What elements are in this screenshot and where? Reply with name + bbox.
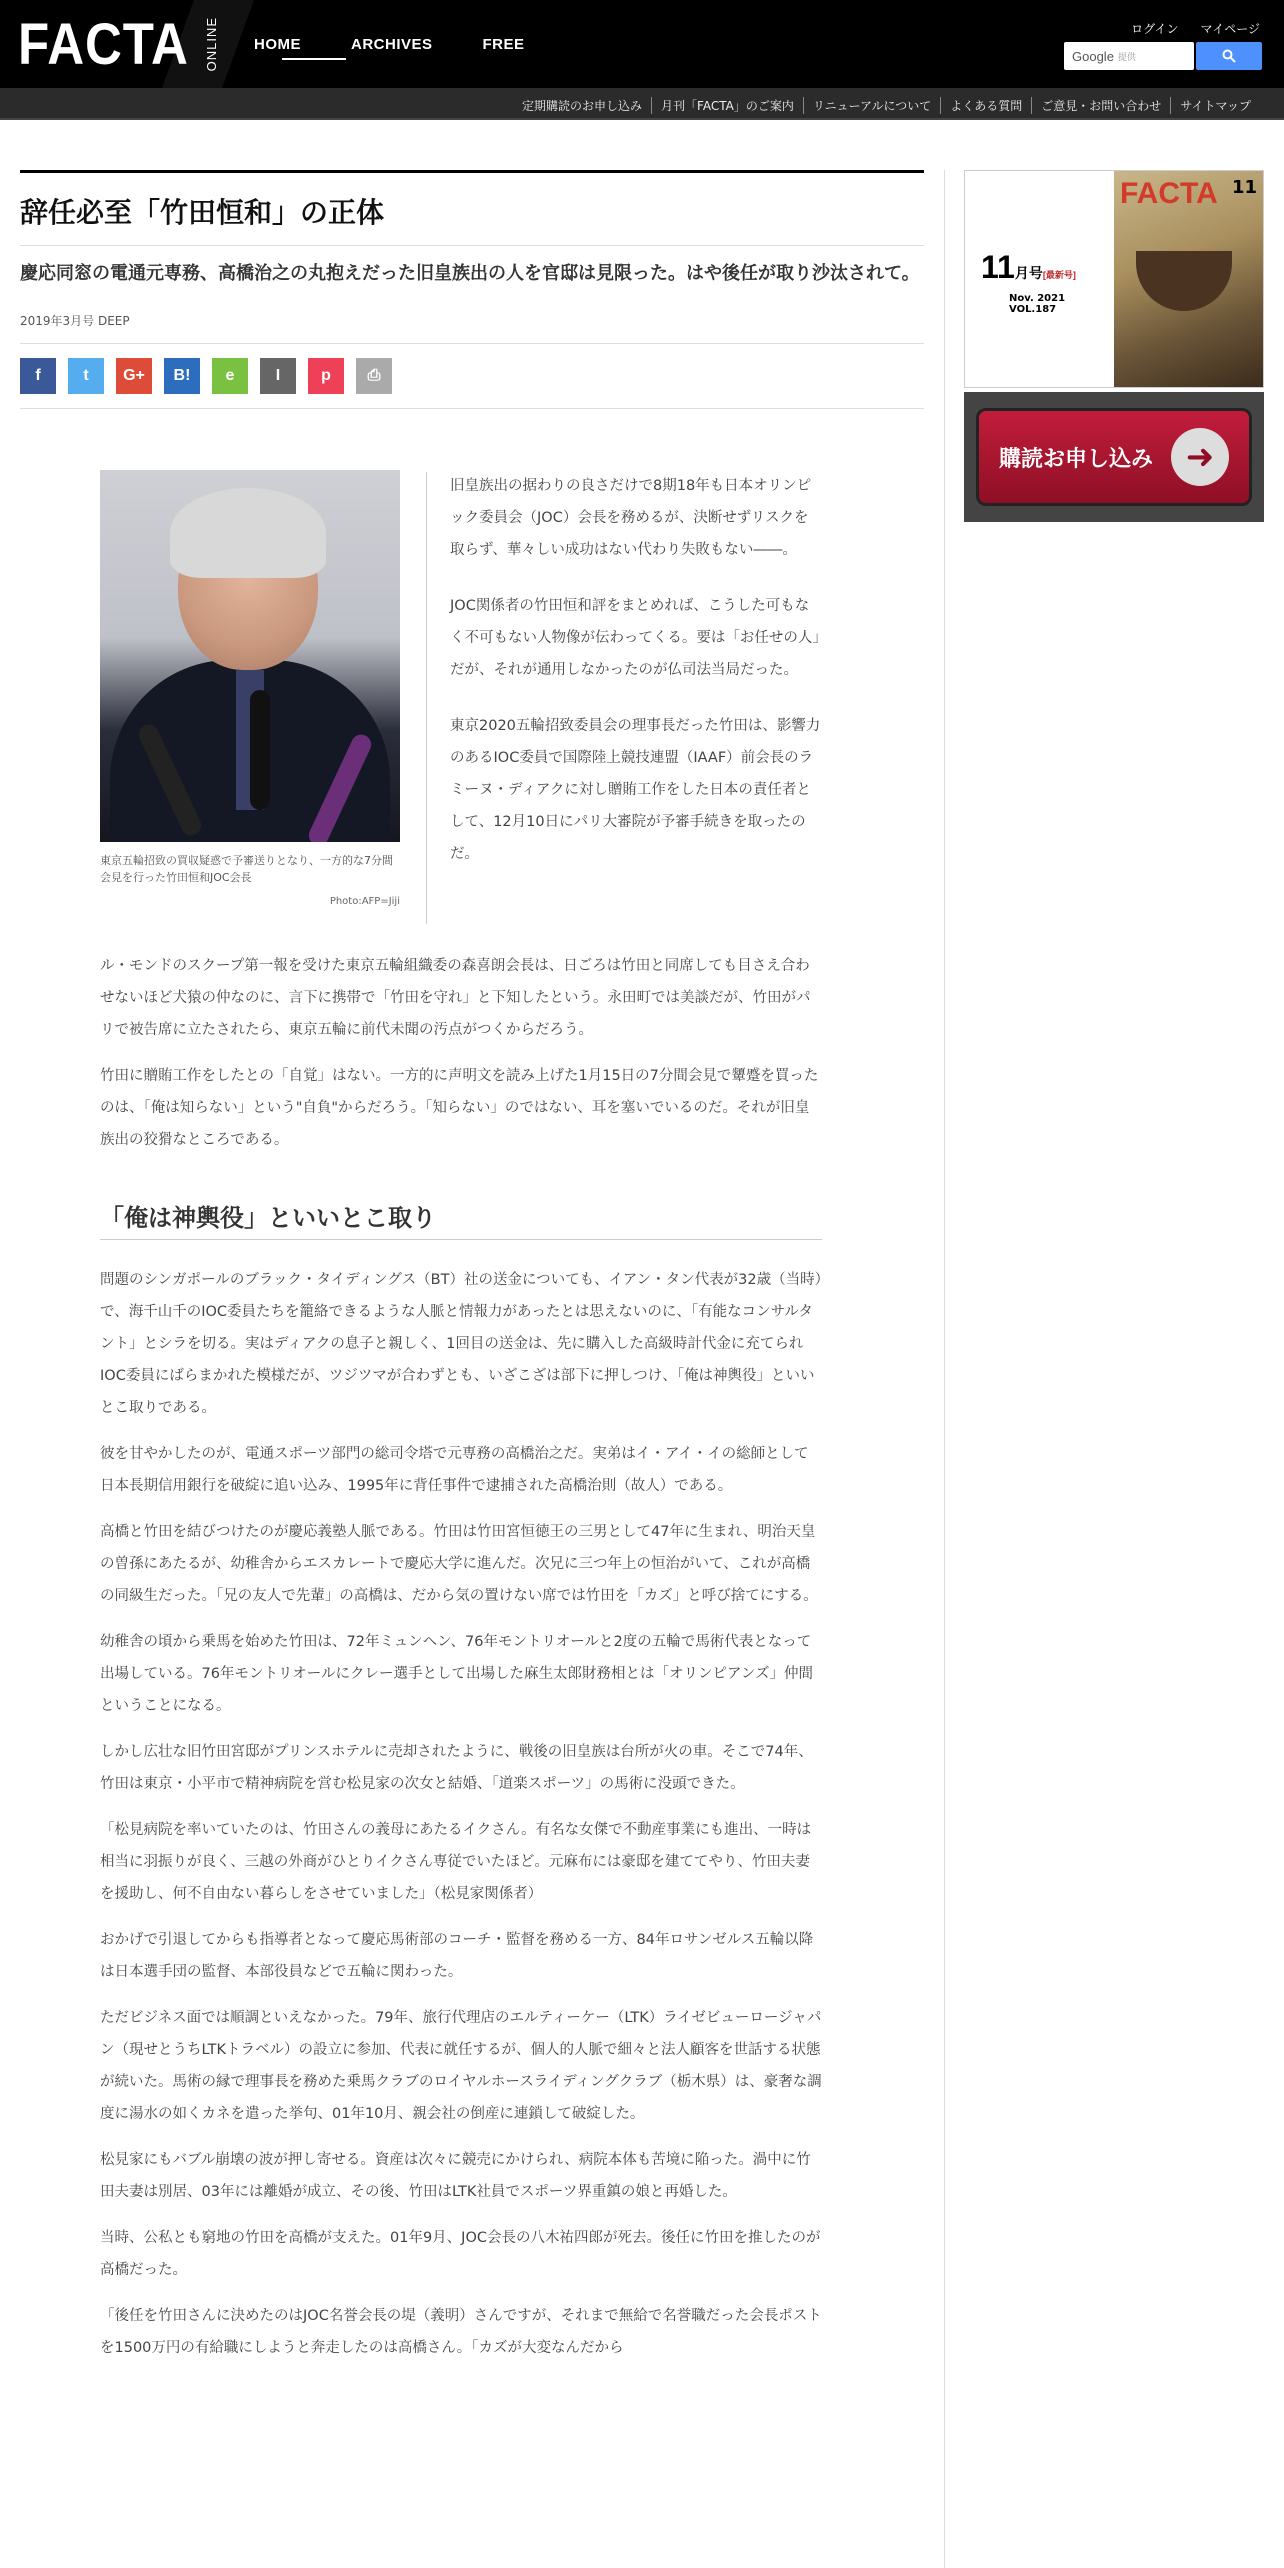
paragraph: JOC関係者の竹田恒和評をまとめれば、こうした可もなく不可もない人物像が伝わってくる。要は「お任せの人」だが、それが通用しなかったのが仏司法当局だった。 bbox=[450, 598, 820, 678]
nav-archives[interactable]: ARCHIVES bbox=[351, 36, 433, 53]
sub-nav-links bbox=[513, 97, 1260, 114]
instapaper-share-icon[interactable]: I bbox=[260, 358, 296, 394]
evernote-share-icon[interactable]: e bbox=[212, 358, 248, 394]
mypage-link[interactable]: マイページ bbox=[1200, 22, 1260, 36]
paragraph: ル・モンドのスクープ第一報を受けた東京五輪組織委の森喜朗会長は、日ごろは竹田と同席しても目さえ合わせないほど犬猿の仲なのに、言下に携帯で「竹田を守れ」と下知したという。永田町では美談だが、竹田がパリで被告席に立たされたら、東京五輪に前代未聞の汚点がつくからだろう。 bbox=[100, 958, 811, 1038]
paragraph: 「松見病院を率いていたのは、竹田さんの義母にあたるイクさん。有名な女傑で不動産事業にも進出、一時は相当に羽振りが良く、三越の外商がひとりイクさん専従でいたほど。元麻布には豪邸を建ててやり、竹田夫妻を援助し、何不自由ない暮らしをさせていました」（松見家関係者） bbox=[100, 1822, 812, 1902]
subscribe-button[interactable] bbox=[976, 408, 1252, 506]
photo-credit: Photo:AFP=Jiji bbox=[329, 896, 400, 907]
paragraph: 高橋と竹田を結びつけたのが慶応義塾人脈である。竹田は竹田宮恒徳王の三男として47年に生まれ、明治天皇の曽孫にあたるが、幼稚舎からエスカレートで慶応大学に進んだ。次兄に三つ年上の恒治がいて、これが高橋の同級生だった。「兄の友人で先輩」の高橋は、だから気の置けない席では竹田を「カズ」と呼び捨てにする。 bbox=[100, 1524, 818, 1604]
sub-nav-bar bbox=[0, 88, 1284, 120]
intro-paragraphs bbox=[450, 470, 822, 894]
logo-text: FACTA bbox=[18, 11, 189, 77]
print-icon[interactable]: ⎙ bbox=[356, 358, 392, 394]
paragraph: 問題のシンガポールのブラック・タイディングス（BT）社の送金についても、イアン・タン代表が32歳（当時）で、海千山千のIOC委員たちを籠絡できるような人脈と情報力があったとは思えないのに、「有能なコンサルタント」とシラを切る。実はディアクの息子と親しく、1回目の送金は、先に購入した高級時計代金に充てられIOC委員にばらまかれた模様だが、ツジツマが合わずとも、いざこざは部下に押しつけ、「俺は神輿役」といいとこ取りである。 bbox=[100, 1272, 822, 1416]
search-brand: Google bbox=[1072, 48, 1114, 64]
nav-home[interactable]: HOME bbox=[254, 36, 301, 53]
subnav-contact[interactable]: ご意見・お問い合わせ bbox=[1031, 97, 1170, 114]
subnav-about[interactable]: 月刊「FACTA」のご案内 bbox=[651, 97, 803, 114]
issue-unit: 月号 bbox=[1014, 265, 1043, 281]
logo-online-text: ONLINE bbox=[204, 16, 220, 72]
article-meta: 2019年3月号 DEEP bbox=[20, 312, 924, 344]
search-brand-sub: 提供 bbox=[1117, 52, 1136, 63]
subnav-sitemap[interactable]: サイトマップ bbox=[1170, 97, 1260, 114]
paragraph: 幼稚舎の頃から乗馬を始めた竹田は、72年ミュンヘン、76年モントリオールと2度の五輪で馬術代表となって出場している。76年モントリオールにクレー選手として出場した麻生太郎財務相とは「オリンピアンズ」仲間ということになる。 bbox=[100, 1634, 813, 1714]
googleplus-share-icon[interactable]: G+ bbox=[116, 358, 152, 394]
photo-caption: 東京五輪招致の買収疑惑で予審送りとなり、一方的な7分間会見を行った竹田恒和JOC会長 bbox=[100, 854, 393, 884]
search-input[interactable] bbox=[1064, 42, 1194, 70]
latest-badge: [最新号] bbox=[1042, 270, 1076, 280]
arrow-right-icon: ➜ bbox=[1171, 428, 1229, 486]
paragraph: 当時、公私とも窮地の竹田を高橋が支えた。01年9月、JOC会長の八木祐四郎が死去。後任に竹田を推したのが高橋だった。 bbox=[100, 2230, 821, 2278]
paragraph: ただビジネス面では順調といえなかった。79年、旅行代理店のエルティーケー（LTK）ライゼビューロージャパン（現せとうちLTKトラベル）の設立に参加、代表に就任するが、個人的人脈で細々と法人顧客を世話する状態が続いた。馬術の縁で理事長を務めた乗馬クラブのロイヤルホースライディングクラブ（栃木県）は、豪奢な調度に湯水の如くカネを遣った挙句、01年10月、親会社の倒産に連鎖して破綻した。 bbox=[100, 2010, 822, 2122]
photo-divider bbox=[426, 472, 427, 924]
facebook-share-icon[interactable]: f bbox=[20, 358, 56, 394]
article-photo bbox=[100, 470, 400, 842]
hatena-share-icon[interactable]: B! bbox=[164, 358, 200, 394]
login-link[interactable]: ログイン bbox=[1131, 22, 1179, 36]
pocket-share-icon[interactable]: p bbox=[308, 358, 344, 394]
paragraph: 「後任を竹田さんに決めたのはJOC名誉会長の堤（義明）さんですが、それまで無給で名誉職だった会長ポストを1500万円の有給職にしようと奔走したのは高橋さん。「カズが大変なんだから bbox=[100, 2308, 822, 2356]
issue-volume: Nov. 2021 VOL.187 bbox=[1009, 293, 1066, 315]
cover-number: 11 bbox=[1231, 177, 1257, 198]
site-logo[interactable] bbox=[18, 6, 219, 82]
account-links bbox=[1131, 20, 1260, 37]
article-lead: 慶応同窓の電通元専務、高橋治之の丸抱えだった旧皇族出の人を官邸は見限った。はや後任が取り沙汰されて。 bbox=[20, 263, 920, 284]
subscribe-label: 購読お申し込み bbox=[999, 446, 1154, 472]
search-button[interactable] bbox=[1196, 42, 1262, 70]
paragraph: 松見家にもバブル崩壊の波が押し寄せる。資産は次々に競売にかけられ、病院本体も苦境に陥った。渦中に竹田夫妻は別居、03年には離婚が成立、その後、竹田はLTK社員でスポーツ界重鎮の娘と再婚した。 bbox=[100, 2152, 811, 2200]
main-nav bbox=[254, 36, 525, 53]
nav-free[interactable]: FREE bbox=[482, 36, 525, 53]
paragraph: 竹田に贈賄工作をしたとの「自覚」はない。一方的に声明文を読み上げた1月15日の7分間会見で顰蹙を買ったのは、「俺は知らない」という"自負"からだろう。「知らない」のではない、耳を塞いでいるのだ。それが旧皇族出の狡猾なところである。 bbox=[100, 1068, 819, 1148]
issue-month: 11 bbox=[981, 249, 1015, 285]
cover-title: FACTA bbox=[1120, 177, 1218, 210]
body-paragraphs bbox=[100, 950, 822, 2378]
sidebar bbox=[964, 170, 1264, 522]
search-icon bbox=[1222, 49, 1236, 63]
nav-active-underline bbox=[282, 58, 346, 60]
issue-number bbox=[981, 249, 1076, 286]
top-bar bbox=[0, 0, 1284, 88]
cover-art bbox=[1136, 251, 1232, 311]
section-heading: 「俺は神輿役」といいとこ取り bbox=[100, 1184, 822, 1240]
magazine-latest-issue[interactable] bbox=[964, 170, 1264, 388]
twitter-share-icon[interactable]: t bbox=[68, 358, 104, 394]
paragraph: 彼を甘やかしたのが、電通スポーツ部門の総司令塔で元専務の高橋治之だ。実弟はイ・アイ・イの総師として日本長期信用銀行を破綻に追い込み、1995年に背任事件で逮捕された高橋治則（故人）である。 bbox=[100, 1446, 809, 1494]
sidebar-divider bbox=[944, 170, 945, 2568]
subscribe-banner bbox=[964, 392, 1264, 522]
paragraph: しかし広壮な旧竹田宮邸がプリンスホテルに売却されたように、戦後の旧皇族は台所が火の車。そこで74年、竹田は東京・小平市で精神病院を営む松見家の次女と結婚、「道楽スポーツ」の馬術に没頭できた。 bbox=[100, 1744, 813, 1792]
magazine-cover bbox=[1114, 171, 1263, 387]
share-buttons bbox=[20, 344, 924, 409]
subnav-renewal[interactable]: リニューアルについて bbox=[803, 97, 940, 114]
paragraph: おかげで引退してからも指導者となって慶応馬術部のコーチ・監督を務める一方、84年ロサンゼルス五輪以降は日本選手団の監督、本部役員などで五輪に関わった。 bbox=[100, 1932, 814, 1980]
article-photo-figure bbox=[100, 470, 400, 907]
subnav-faq[interactable]: よくある質問 bbox=[940, 97, 1031, 114]
paragraph: 東京2020五輪招致委員会の理事長だった竹田は、影響力のあるIOC委員で国際陸上競技連盟（IAAF）前会長のラミーヌ・ディアクに対し贈賄工作をした日本の責任者として、12月10日にパリ大審院が予審手続きを取ったのだ。 bbox=[450, 718, 821, 862]
paragraph: 旧皇族出の据わりの良さだけで8期18年も日本オリンピック委員会（JOC）会長を務めるが、決断せずリスクを取らず、華々しい成功はない代わり失敗もない――。 bbox=[450, 478, 812, 558]
subnav-subscribe[interactable]: 定期購読のお申し込み bbox=[522, 99, 643, 113]
article-title: 辞任必至「竹田恒和」の正体 bbox=[20, 173, 924, 246]
article bbox=[20, 170, 924, 409]
